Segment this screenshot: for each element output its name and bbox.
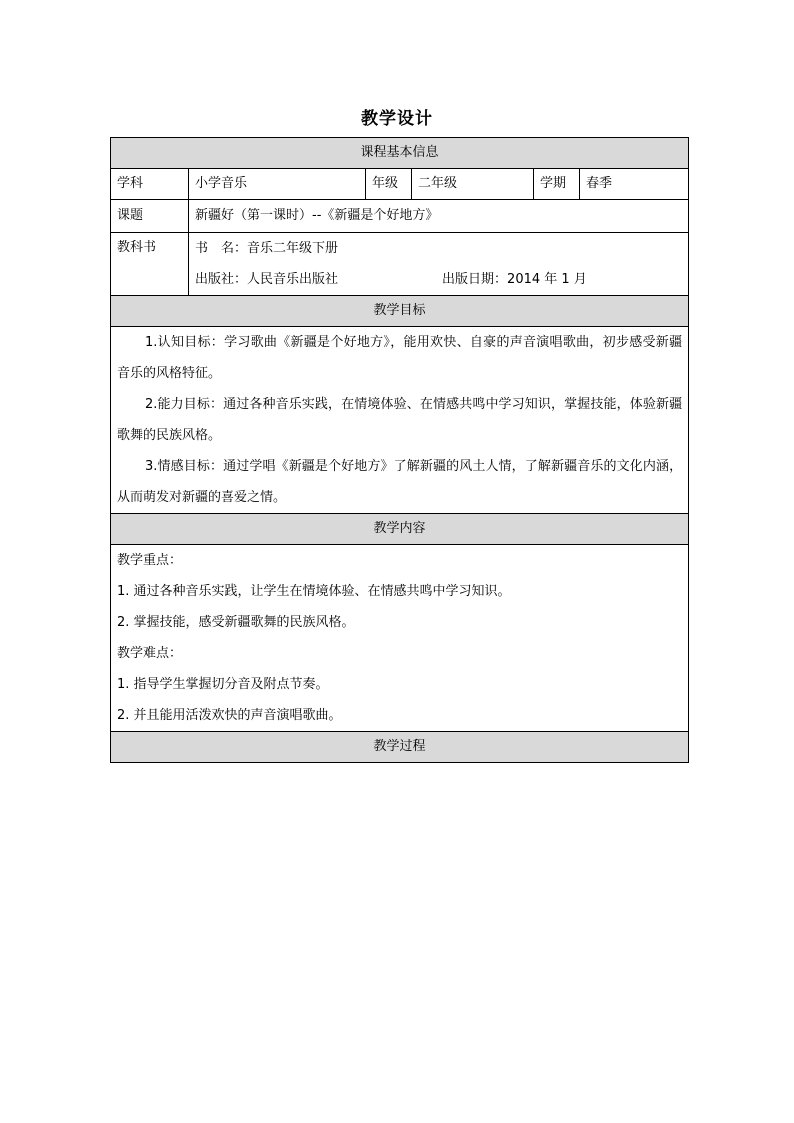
info-row	[111, 169, 689, 200]
section-content: 教学内容	[111, 514, 689, 545]
book-name-label-b: 名：	[221, 241, 248, 256]
goal-emotion: 3.情感目标：通过学唱《新疆是个好地方》了解新疆的风土人情，了解新疆音乐的文化内涵，从而萌发对新疆的喜爱之情。	[117, 459, 683, 505]
goal-ability: 2.能力目标：通过各种音乐实践，在情境体验、在情感共鸣中学习知识，掌握技能，体验新疆歌舞的民族风格。	[117, 397, 683, 443]
difficulties-label: 教学难点：	[117, 646, 183, 661]
document-title: 教学设计	[361, 109, 433, 129]
textbook-details	[189, 233, 689, 296]
section-process: 教学过程	[111, 732, 689, 763]
section-header-row	[111, 732, 689, 763]
section-header-row	[111, 296, 689, 327]
textbook-row	[111, 233, 689, 296]
content-cell	[111, 545, 689, 732]
difficulty-item: 1. 指导学生掌握切分音及附点节奏。	[117, 677, 329, 692]
topic-row	[111, 200, 689, 233]
goal-cognitive: 1.认知目标：学习歌曲《新疆是个好地方》，能用欢快、自豪的声音演唱歌曲，初步感受新疆音乐的风格特征。	[117, 335, 683, 381]
pub-date-value: 2014 年 1 月	[507, 272, 587, 287]
section-goals: 教学目标	[111, 296, 689, 327]
key-points-label: 教学重点：	[117, 553, 183, 568]
grade-label: 年级	[366, 169, 412, 200]
goals-row	[111, 327, 689, 514]
grade-value: 二年级	[412, 169, 534, 200]
section-header-row	[111, 138, 689, 169]
publisher-value: 人民音乐出版社	[247, 272, 339, 287]
textbook-label: 教科书	[111, 233, 189, 296]
content-row	[111, 545, 689, 732]
key-point-item: 2. 掌握技能，感受新疆歌舞的民族风格。	[117, 615, 355, 630]
book-name-value: 音乐二年级下册	[247, 241, 339, 256]
topic-label: 课题	[111, 200, 189, 233]
section-basic-info: 课程基本信息	[111, 138, 689, 169]
term-label: 学期	[534, 169, 580, 200]
book-name-label-a: 书	[195, 241, 209, 256]
pub-date-label: 出版日期：	[442, 272, 508, 287]
publisher-label: 出版社：	[195, 272, 248, 287]
key-point-item: 1. 通过各种音乐实践，让学生在情境体验、在情感共鸣中学习知识。	[117, 584, 511, 599]
term-value: 春季	[580, 169, 689, 200]
difficulty-item: 2. 并且能用活泼欢快的声音演唱歌曲。	[117, 708, 342, 723]
topic-value: 新疆好（第一课时）--《新疆是个好地方》	[189, 200, 689, 233]
book-name-label	[195, 241, 247, 256]
goals-cell	[111, 327, 689, 514]
section-header-row	[111, 514, 689, 545]
subject-label: 学科	[111, 169, 189, 200]
lesson-plan-table	[110, 137, 689, 763]
publisher-line	[195, 264, 682, 295]
book-name-line	[195, 233, 682, 264]
subject-value: 小学音乐	[189, 169, 366, 200]
